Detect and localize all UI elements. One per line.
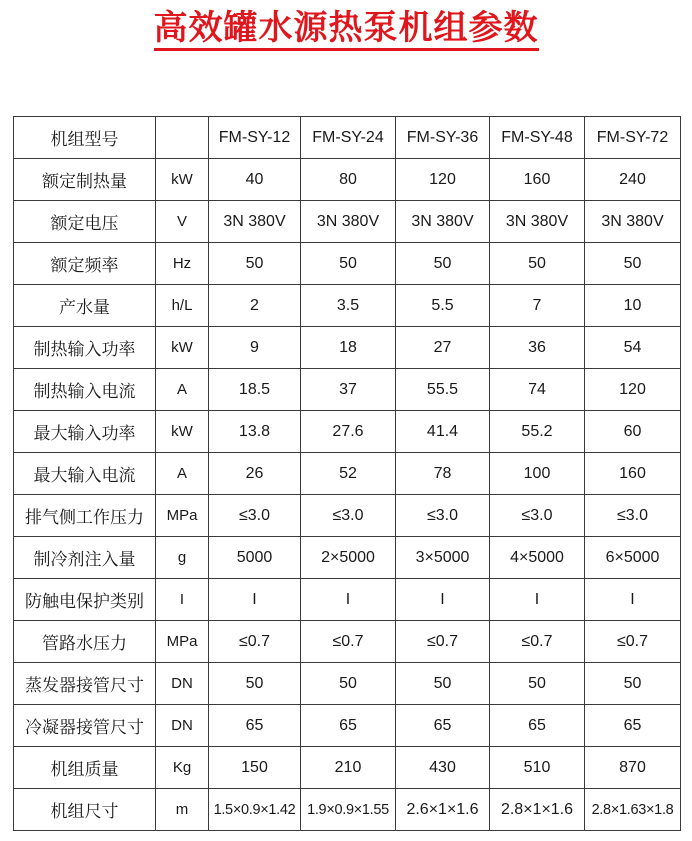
param-name-cell: 额定制热量 bbox=[14, 159, 156, 201]
table-row bbox=[14, 705, 681, 747]
value-cell: 3.5 bbox=[301, 285, 396, 327]
value-cell: 1.5×0.9×1.42 bbox=[209, 789, 301, 831]
value-cell: ≤3.0 bbox=[396, 495, 490, 537]
value-cell: 3N 380V bbox=[490, 201, 585, 243]
value-cell: I bbox=[490, 579, 585, 621]
value-cell: 27.6 bbox=[301, 411, 396, 453]
value-cell: 65 bbox=[209, 705, 301, 747]
unit-cell: I bbox=[156, 579, 209, 621]
table-row bbox=[14, 621, 681, 663]
unit-cell: A bbox=[156, 369, 209, 411]
value-cell: I bbox=[585, 579, 681, 621]
value-cell: 120 bbox=[585, 369, 681, 411]
table-row bbox=[14, 453, 681, 495]
value-cell: 55.5 bbox=[396, 369, 490, 411]
value-cell: FM-SY-48 bbox=[490, 117, 585, 159]
table-row bbox=[14, 663, 681, 705]
value-cell: FM-SY-24 bbox=[301, 117, 396, 159]
param-name-cell: 制热输入电流 bbox=[14, 369, 156, 411]
value-cell: 65 bbox=[490, 705, 585, 747]
unit-cell: DN bbox=[156, 705, 209, 747]
value-cell: I bbox=[396, 579, 490, 621]
value-cell: 65 bbox=[301, 705, 396, 747]
table-row bbox=[14, 201, 681, 243]
param-name-cell: 制冷剂注入量 bbox=[14, 537, 156, 579]
value-cell: 41.4 bbox=[396, 411, 490, 453]
table-row bbox=[14, 243, 681, 285]
value-cell: 78 bbox=[396, 453, 490, 495]
table-row bbox=[14, 327, 681, 369]
value-cell: 5.5 bbox=[396, 285, 490, 327]
spec-table bbox=[13, 116, 681, 831]
table-row bbox=[14, 789, 681, 831]
value-cell: 36 bbox=[490, 327, 585, 369]
unit-cell: Kg bbox=[156, 747, 209, 789]
value-cell: 50 bbox=[209, 663, 301, 705]
value-cell: 54 bbox=[585, 327, 681, 369]
unit-cell: kW bbox=[156, 159, 209, 201]
value-cell: 52 bbox=[301, 453, 396, 495]
value-cell: 7 bbox=[490, 285, 585, 327]
value-cell: 430 bbox=[396, 747, 490, 789]
table-row bbox=[14, 369, 681, 411]
value-cell: 6×5000 bbox=[585, 537, 681, 579]
value-cell: 240 bbox=[585, 159, 681, 201]
value-cell: 50 bbox=[301, 243, 396, 285]
page-title-text: 高效罐水源热泵机组参数 bbox=[154, 9, 539, 51]
value-cell: 13.8 bbox=[209, 411, 301, 453]
value-cell: FM-SY-12 bbox=[209, 117, 301, 159]
value-cell: 2.6×1×1.6 bbox=[396, 789, 490, 831]
value-cell: I bbox=[209, 579, 301, 621]
value-cell: 50 bbox=[490, 663, 585, 705]
value-cell: FM-SY-36 bbox=[396, 117, 490, 159]
value-cell: ≤0.7 bbox=[585, 621, 681, 663]
param-name-cell: 额定电压 bbox=[14, 201, 156, 243]
value-cell: 50 bbox=[490, 243, 585, 285]
table-row bbox=[14, 159, 681, 201]
param-name-cell: 机组尺寸 bbox=[14, 789, 156, 831]
param-name-cell: 蒸发器接管尺寸 bbox=[14, 663, 156, 705]
value-cell: ≤0.7 bbox=[301, 621, 396, 663]
unit-cell: MPa bbox=[156, 621, 209, 663]
value-cell: 18.5 bbox=[209, 369, 301, 411]
unit-cell: A bbox=[156, 453, 209, 495]
value-cell: 80 bbox=[301, 159, 396, 201]
value-cell: 50 bbox=[396, 243, 490, 285]
value-cell: 10 bbox=[585, 285, 681, 327]
value-cell: 2×5000 bbox=[301, 537, 396, 579]
param-name-cell: 管路水压力 bbox=[14, 621, 156, 663]
unit-cell: kW bbox=[156, 411, 209, 453]
value-cell: 26 bbox=[209, 453, 301, 495]
value-cell: 50 bbox=[585, 243, 681, 285]
table-row bbox=[14, 537, 681, 579]
page-title bbox=[0, 6, 692, 51]
value-cell: 3N 380V bbox=[301, 201, 396, 243]
table-row bbox=[14, 495, 681, 537]
value-cell: 510 bbox=[490, 747, 585, 789]
table-row bbox=[14, 411, 681, 453]
value-cell: 4×5000 bbox=[490, 537, 585, 579]
value-cell: 37 bbox=[301, 369, 396, 411]
unit-cell: V bbox=[156, 201, 209, 243]
param-name-cell: 最大输入功率 bbox=[14, 411, 156, 453]
value-cell: 60 bbox=[585, 411, 681, 453]
table-row bbox=[14, 117, 681, 159]
value-cell: 870 bbox=[585, 747, 681, 789]
value-cell: 18 bbox=[301, 327, 396, 369]
param-name-cell: 产水量 bbox=[14, 285, 156, 327]
value-cell: 160 bbox=[585, 453, 681, 495]
value-cell: 2.8×1.63×1.8 bbox=[585, 789, 681, 831]
param-name-cell: 制热输入功率 bbox=[14, 327, 156, 369]
value-cell: 3N 380V bbox=[396, 201, 490, 243]
table-row bbox=[14, 579, 681, 621]
value-cell: 120 bbox=[396, 159, 490, 201]
value-cell: 3×5000 bbox=[396, 537, 490, 579]
value-cell: 160 bbox=[490, 159, 585, 201]
value-cell: 1.9×0.9×1.55 bbox=[301, 789, 396, 831]
spec-table-body bbox=[14, 117, 681, 831]
value-cell: 65 bbox=[396, 705, 490, 747]
value-cell: ≤3.0 bbox=[490, 495, 585, 537]
param-name-cell: 机组质量 bbox=[14, 747, 156, 789]
value-cell: 3N 380V bbox=[209, 201, 301, 243]
unit-cell: Hz bbox=[156, 243, 209, 285]
value-cell: 50 bbox=[209, 243, 301, 285]
unit-cell bbox=[156, 117, 209, 159]
value-cell: 100 bbox=[490, 453, 585, 495]
value-cell: 50 bbox=[301, 663, 396, 705]
param-name-cell: 冷凝器接管尺寸 bbox=[14, 705, 156, 747]
value-cell: ≤0.7 bbox=[490, 621, 585, 663]
unit-cell: DN bbox=[156, 663, 209, 705]
unit-cell: h/L bbox=[156, 285, 209, 327]
value-cell: 27 bbox=[396, 327, 490, 369]
value-cell: 40 bbox=[209, 159, 301, 201]
value-cell: ≤3.0 bbox=[585, 495, 681, 537]
value-cell: 74 bbox=[490, 369, 585, 411]
value-cell: 9 bbox=[209, 327, 301, 369]
value-cell: 65 bbox=[585, 705, 681, 747]
unit-cell: kW bbox=[156, 327, 209, 369]
value-cell: 2.8×1×1.6 bbox=[490, 789, 585, 831]
unit-cell: MPa bbox=[156, 495, 209, 537]
param-name-cell: 额定频率 bbox=[14, 243, 156, 285]
param-name-cell: 最大输入电流 bbox=[14, 453, 156, 495]
value-cell: FM-SY-72 bbox=[585, 117, 681, 159]
value-cell: 210 bbox=[301, 747, 396, 789]
value-cell: 55.2 bbox=[490, 411, 585, 453]
param-name-cell: 机组型号 bbox=[14, 117, 156, 159]
unit-cell: m bbox=[156, 789, 209, 831]
value-cell: ≤0.7 bbox=[396, 621, 490, 663]
value-cell: ≤0.7 bbox=[209, 621, 301, 663]
param-name-cell: 排气侧工作压力 bbox=[14, 495, 156, 537]
value-cell: 3N 380V bbox=[585, 201, 681, 243]
value-cell: I bbox=[301, 579, 396, 621]
value-cell: 5000 bbox=[209, 537, 301, 579]
table-row bbox=[14, 285, 681, 327]
value-cell: 50 bbox=[396, 663, 490, 705]
value-cell: 50 bbox=[585, 663, 681, 705]
param-name-cell: 防触电保护类别 bbox=[14, 579, 156, 621]
value-cell: 2 bbox=[209, 285, 301, 327]
value-cell: ≤3.0 bbox=[209, 495, 301, 537]
value-cell: 150 bbox=[209, 747, 301, 789]
unit-cell: g bbox=[156, 537, 209, 579]
value-cell: ≤3.0 bbox=[301, 495, 396, 537]
table-row bbox=[14, 747, 681, 789]
